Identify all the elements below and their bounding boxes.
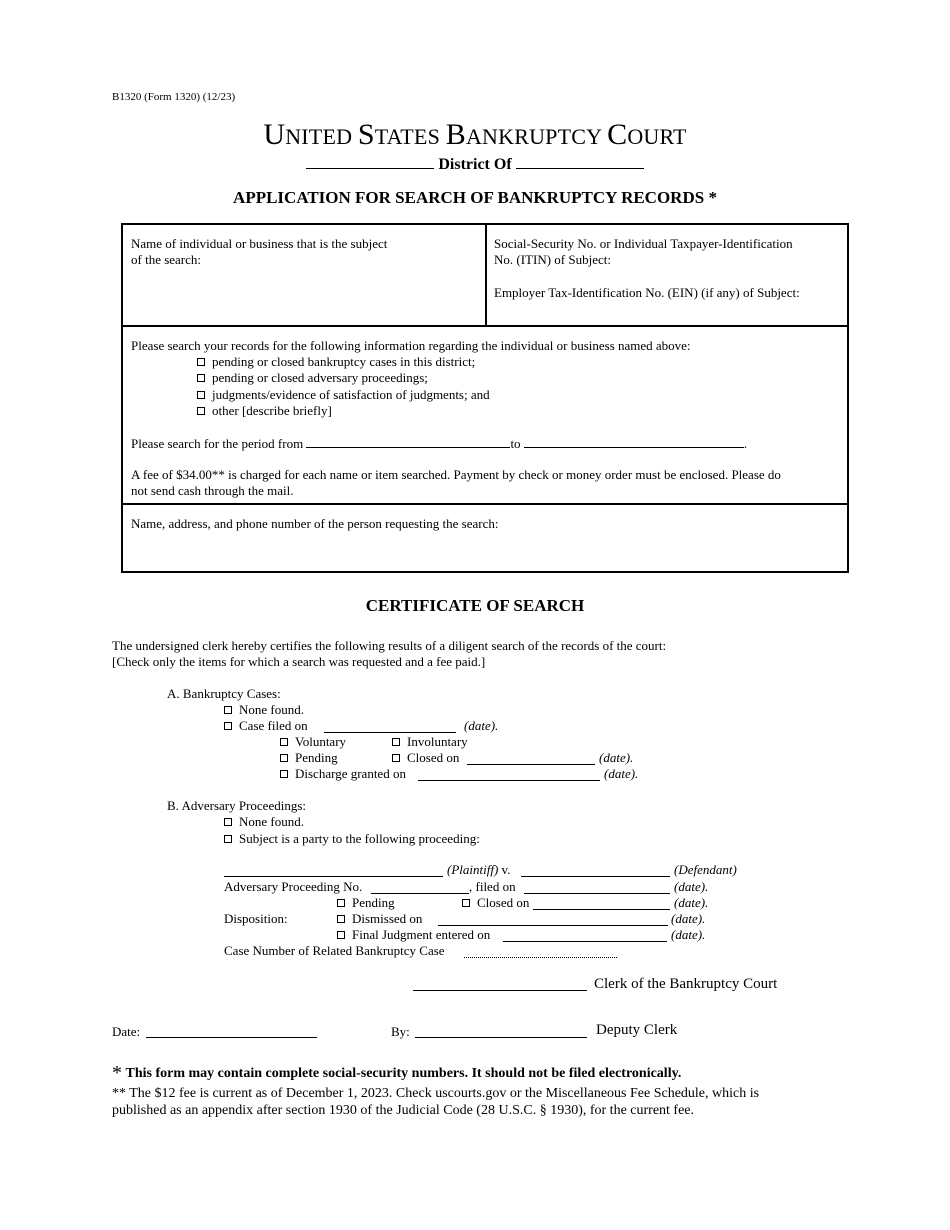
checkbox[interactable] (280, 770, 288, 778)
search-intro: Please search your records for the following information regarding the individual or business named above: (131, 338, 691, 353)
date-label: (date). (671, 911, 706, 926)
b-final-judgment[interactable]: Final Judgment entered on (337, 927, 490, 943)
deputy-clerk-label: Deputy Clerk (596, 1022, 678, 1038)
footnote-2: ** The $12 fee is current as of December 1, 2023. Check uscourts.gov or the Miscellaneous Fee Schedule, which is published as an appendix after section 1930 of the Judicial Code (28 U.S.C. § 1930), for the current fee. (112, 1086, 760, 1118)
checkbox[interactable] (337, 931, 345, 939)
district-blank-right[interactable] (516, 154, 644, 169)
related-case-input[interactable] (464, 945, 617, 958)
deputy-signature-line[interactable] (415, 1025, 587, 1038)
requester-field[interactable]: Name, address, and phone number of the person requesting the search: (131, 516, 499, 531)
related-case-label: Case Number of Related Bankruptcy Case (224, 943, 445, 958)
date-sign-label: Date: (112, 1024, 141, 1039)
filed-on-label: , filed on (469, 879, 516, 894)
certificate-intro: The undersigned clerk hereby certifies the following results of a diligent search of the records of the court: [Check only the items for which a search was requested and a fee paid.] (112, 638, 667, 669)
dismissed-on-input[interactable] (438, 913, 668, 926)
checkbox[interactable] (392, 754, 400, 762)
a-pending[interactable]: Pending (280, 750, 338, 766)
checkbox[interactable] (337, 915, 345, 923)
case-filed-date-input[interactable] (324, 720, 456, 733)
a-case-filed[interactable]: Case filed on (224, 718, 308, 734)
checkbox[interactable] (280, 754, 288, 762)
b-none-found[interactable]: None found. (224, 814, 304, 830)
plaintiff-label: (Plaintiff) v. (447, 862, 511, 877)
a-closed-on[interactable]: Closed on (392, 750, 459, 766)
checkbox[interactable] (197, 374, 205, 382)
checkbox[interactable] (392, 738, 400, 746)
date-sign-input[interactable] (146, 1025, 317, 1038)
row-divider (123, 325, 847, 327)
checkbox[interactable] (197, 358, 205, 366)
b-pending[interactable]: Pending (337, 895, 395, 911)
a-none-found[interactable]: None found. (224, 702, 304, 718)
date-label: (date). (674, 895, 709, 910)
by-label: By: (391, 1024, 410, 1039)
plaintiff-input[interactable] (224, 864, 443, 877)
date-label: (date). (671, 927, 706, 942)
footnote-1: * This form may contain complete social-security numbers. It should not be filed electronically. (112, 1062, 682, 1084)
checkbox[interactable] (462, 899, 470, 907)
section-b-heading: B. Adversary Proceedings: (167, 798, 307, 813)
search-period-row: Please search for the period from to . (131, 436, 748, 451)
clerk-label: Clerk of the Bankruptcy Court (594, 976, 778, 992)
search-option-cases[interactable]: pending or closed bankruptcy cases in this district; (197, 354, 475, 370)
form-id: B1320 (Form 1320) (12/23) (112, 91, 236, 103)
checkbox[interactable] (224, 706, 232, 714)
closed-on-date-input[interactable] (467, 752, 595, 765)
date-label: (date). (599, 750, 634, 765)
a-involuntary[interactable]: Involuntary (392, 734, 468, 750)
search-option-adversary[interactable]: pending or closed adversary proceedings; (197, 370, 428, 386)
date-label: (date). (674, 879, 709, 894)
final-judgment-input[interactable] (503, 929, 667, 942)
period-from-input[interactable] (306, 435, 510, 448)
b-dismissed-on[interactable]: Dismissed on (337, 911, 422, 927)
b-closed-on-input[interactable] (533, 897, 670, 910)
adv-proc-no-input[interactable] (371, 881, 469, 894)
subject-name-field[interactable]: Name of individual or business that is the subject of the search: (131, 236, 388, 267)
checkbox[interactable] (280, 738, 288, 746)
disposition-label: Disposition: (224, 911, 288, 926)
clerk-signature-line[interactable] (413, 978, 587, 991)
checkbox[interactable] (224, 818, 232, 826)
defendant-input[interactable] (521, 864, 670, 877)
b-closed-on[interactable]: Closed on (462, 895, 529, 911)
row-divider (123, 503, 847, 505)
date-label: (date). (464, 718, 499, 733)
defendant-label: (Defendant) (674, 862, 737, 877)
subject-ein-field[interactable]: Employer Tax-Identification No. (EIN) (if any) of Subject: (494, 285, 800, 300)
application-form-table (121, 223, 849, 573)
court-title: UNITED STATES BANKRUPTCY COURT (263, 118, 687, 151)
column-divider (485, 225, 487, 325)
adv-proc-no-label: Adversary Proceeding No. (224, 879, 363, 894)
district-blank-left[interactable] (306, 154, 434, 169)
a-discharge[interactable]: Discharge granted on (280, 766, 406, 782)
fee-notice: A fee of $34.00** is charged for each name or item searched. Payment by check or money order must be enclosed. Please do not send cash through the mail. (131, 467, 781, 498)
checkbox[interactable] (337, 899, 345, 907)
discharge-date-input[interactable] (418, 768, 600, 781)
application-title: APPLICATION FOR SEARCH OF BANKRUPTCY RECORDS * (233, 188, 717, 207)
period-to-input[interactable] (524, 435, 744, 448)
checkbox[interactable] (224, 835, 232, 843)
filed-on-input[interactable] (524, 881, 670, 894)
subject-ssn-field[interactable]: Social-Security No. or Individual Taxpayer-Identification No. (ITIN) of Subject: (494, 236, 793, 267)
certificate-title: CERTIFICATE OF SEARCH (365, 596, 585, 615)
checkbox[interactable] (197, 407, 205, 415)
section-a-heading: A. Bankruptcy Cases: (167, 686, 281, 701)
b-subject-party[interactable]: Subject is a party to the following proceeding: (224, 831, 480, 847)
search-option-judgments[interactable]: judgments/evidence of satisfaction of judgments; and (197, 387, 490, 403)
checkbox[interactable] (197, 391, 205, 399)
search-option-other[interactable]: other [describe briefly] (197, 403, 332, 419)
district-line: District Of (0, 154, 950, 174)
checkbox[interactable] (224, 722, 232, 730)
date-label: (date). (604, 766, 639, 781)
a-voluntary[interactable]: Voluntary (280, 734, 346, 750)
